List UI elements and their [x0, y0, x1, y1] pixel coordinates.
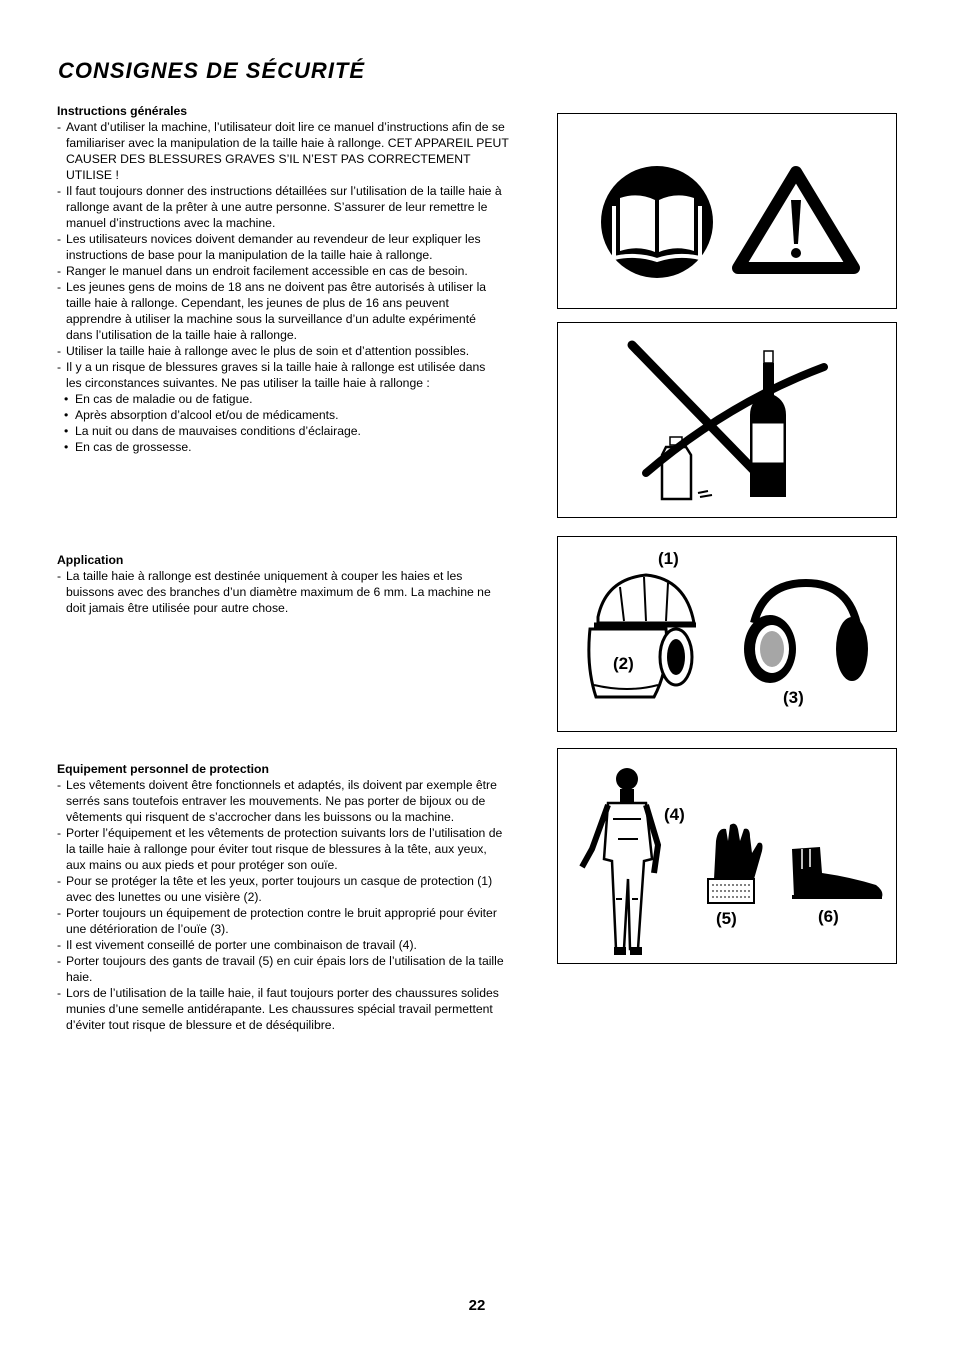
warning-triangle-icon — [738, 172, 854, 268]
list-item-line: Les vêtements doivent être fonctionnels et adaptés, ils doivent par exemple être — [66, 778, 497, 792]
label-gloves: (5) — [716, 909, 737, 928]
general-instructions-section — [57, 104, 535, 455]
dash-marker: - — [57, 906, 62, 920]
label-coverall: (4) — [664, 805, 685, 824]
bullet-icon: • — [64, 440, 69, 454]
list-item-line: familiariser avec la manipulation de la taille haie à rallonge. CET APPAREIL PEUT — [66, 136, 509, 150]
work-coverall-icon — [582, 768, 658, 955]
dash-marker: - — [57, 280, 62, 294]
general-instructions-heading: Instructions générales — [57, 104, 188, 118]
list-item-line: Les jeunes gens de moins de 18 ans ne doivent pas être autorisés à utiliser la — [66, 280, 487, 294]
dash-marker: - — [57, 874, 62, 888]
list-item-line: taille haie à rallonge. Cependant, les jeunes de plus de 16 ans peuvent — [66, 296, 449, 310]
list-item-line: serrés sans toutefois entraver les mouvements. Ne pas porter de bijoux ou de — [66, 794, 486, 808]
bullet-text: En cas de maladie ou de fatigue. — [75, 392, 253, 406]
list-item-line: Il y a un risque de blessures graves si la taille haie à rallonge est utilisée dans — [66, 360, 486, 374]
list-item — [57, 953, 535, 985]
list-item-line: les circonstances suivantes. Ne pas utiliser la taille haie à rallonge : — [66, 376, 430, 390]
application-heading: Application — [57, 553, 124, 567]
list-item-line: Avant d’utiliser la machine, l’utilisateur doit lire ce manuel d’instructions afin de se — [66, 120, 505, 134]
bullet-item — [57, 391, 535, 407]
dash-marker: - — [57, 120, 62, 134]
label-visor: (2) — [613, 654, 634, 673]
list-item — [57, 905, 535, 937]
list-item-line: d’éviter tout risque de blessure et de déséquilibre. — [66, 1018, 335, 1032]
figure-no-alcohol — [557, 322, 897, 518]
bullet-text: Après absorption d’alcool et/ou de médicaments. — [75, 408, 339, 422]
figure-body-protection — [557, 748, 897, 964]
page-number: 22 — [468, 1297, 486, 1314]
list-item-line: instructions de base pour la manipulation de la taille haie à rallonge. — [66, 248, 433, 262]
list-item-line: UTILISE ! — [66, 168, 119, 182]
list-item-line: Lors de l’utilisation de la taille haie, il faut toujours porter des chaussures solides — [66, 986, 499, 1000]
label-boots: (6) — [818, 907, 839, 926]
list-item — [57, 119, 535, 183]
list-item-line: Porter l’équipement et les vêtements de protection suivants lors de l’utilisation de — [66, 826, 503, 840]
list-item-line: apprendre à utiliser la machine sous la surveillance d’un adulte expérimenté — [66, 312, 476, 326]
list-item-line: Ranger le manuel dans un endroit facilement accessible en cas de besoin. — [66, 264, 468, 278]
list-item-line: Il faut toujours donner des instructions détaillées sur l’utilisation de la taille haie à — [66, 184, 502, 198]
dash-marker: - — [57, 184, 62, 198]
bullet-text: En cas de grossesse. — [75, 440, 192, 454]
list-item-line: vêtements qui risquent de s’accrocher dans les buissons ou la machine. — [66, 810, 455, 824]
bullet-item — [57, 423, 535, 439]
bullet-icon: • — [64, 424, 69, 438]
bullet-icon: • — [64, 408, 69, 422]
dash-marker: - — [57, 232, 62, 246]
dash-marker: - — [57, 938, 62, 952]
list-item-line: buissons avec des branches d’un diamètre maximum de 6 mm. La machine ne — [66, 585, 491, 599]
dash-marker: - — [57, 986, 62, 1000]
list-item — [57, 263, 535, 279]
list-item-line: Pour se protéger la tête et les yeux, porter toujours un casque de protection (1) — [66, 874, 493, 888]
list-item — [57, 873, 535, 905]
page-title: CONSIGNES DE SÉCURITÉ — [58, 58, 366, 83]
list-item-line: aux mains ou aux pieds et pour protéger son ouïe. — [66, 858, 338, 872]
list-item-line: avec des lunettes ou une visière (2). — [66, 890, 262, 904]
list-item — [57, 183, 535, 231]
dash-marker: - — [57, 264, 62, 278]
medicine-jar-icon — [662, 437, 712, 499]
list-item-line: CAUSER DES BLESSURES GRAVES S’IL N’EST PAS CORRECTEMENT — [66, 152, 471, 166]
list-item-line: la taille haie à rallonge pour éviter tout risque de blessures à la tête, aux yeux, — [66, 842, 487, 856]
list-item-line: La taille haie à rallonge est destinée uniquement à couper les haies et les — [66, 569, 463, 583]
work-gloves-icon — [708, 824, 763, 903]
dash-marker: - — [57, 360, 62, 374]
figure-manual-warning — [557, 113, 897, 309]
dash-marker: - — [57, 344, 62, 358]
list-item-line: Il est vivement conseillé de porter une combinaison de travail (4). — [66, 938, 417, 952]
ppe-section — [57, 762, 535, 1033]
list-item-line: haie. — [66, 970, 93, 984]
bullet-item — [57, 439, 535, 455]
bullet-icon: • — [64, 392, 69, 406]
list-item-line: doit jamais être utilisée pour autre chose. — [66, 601, 289, 615]
ear-protection-icon — [744, 583, 868, 683]
label-helmet: (1) — [658, 549, 679, 568]
list-item-line: Utiliser la taille haie à rallonge avec le plus de soin et d’attention possibles. — [66, 344, 470, 358]
list-item — [57, 279, 535, 343]
application-section — [57, 553, 535, 616]
list-item — [57, 937, 535, 953]
figure-head-protection — [557, 536, 897, 732]
bullet-text: La nuit ou dans de mauvaises conditions d’éclairage. — [75, 424, 361, 438]
list-item-line: Porter toujours un équipement de protection contre le bruit approprié pour éviter — [66, 906, 497, 920]
helmet-icon — [594, 575, 696, 625]
list-item-line: rallonge avant de la prêter à une autre personne. S’assurer de leur remettre le — [66, 200, 488, 214]
bullet-item — [57, 407, 535, 423]
dash-marker: - — [57, 954, 62, 968]
list-item — [57, 777, 535, 825]
read-manual-icon — [601, 166, 713, 278]
list-item — [57, 231, 535, 263]
safety-boots-icon — [792, 847, 882, 899]
helmet-earmuff-icon — [660, 629, 692, 685]
dash-marker: - — [57, 569, 62, 583]
list-item — [57, 343, 535, 359]
dash-marker: - — [57, 826, 62, 840]
list-item-line: manuel d’instructions avec la machine. — [66, 216, 276, 230]
list-item-line: Les utilisateurs novices doivent demander au revendeur de leur expliquer les — [66, 232, 481, 246]
list-item-line: une détérioration de l’ouïe (3). — [66, 922, 229, 936]
dash-marker: - — [57, 778, 62, 792]
list-item-line: munies d’une semelle antidérapante. Les chaussures spécial travail permettent — [66, 1002, 493, 1016]
ppe-heading: Equipement personnel de protection — [57, 762, 269, 776]
list-item — [57, 985, 535, 1033]
list-item — [57, 825, 535, 873]
list-item — [57, 359, 535, 391]
list-item-line: Porter toujours des gants de travail (5) en cuir épais lors de l’utilisation de la taille — [66, 954, 504, 968]
label-ear-protection: (3) — [783, 688, 804, 707]
list-item — [57, 568, 535, 616]
list-item-line: dans l’utilisation de la taille haie à rallonge. — [66, 328, 298, 342]
